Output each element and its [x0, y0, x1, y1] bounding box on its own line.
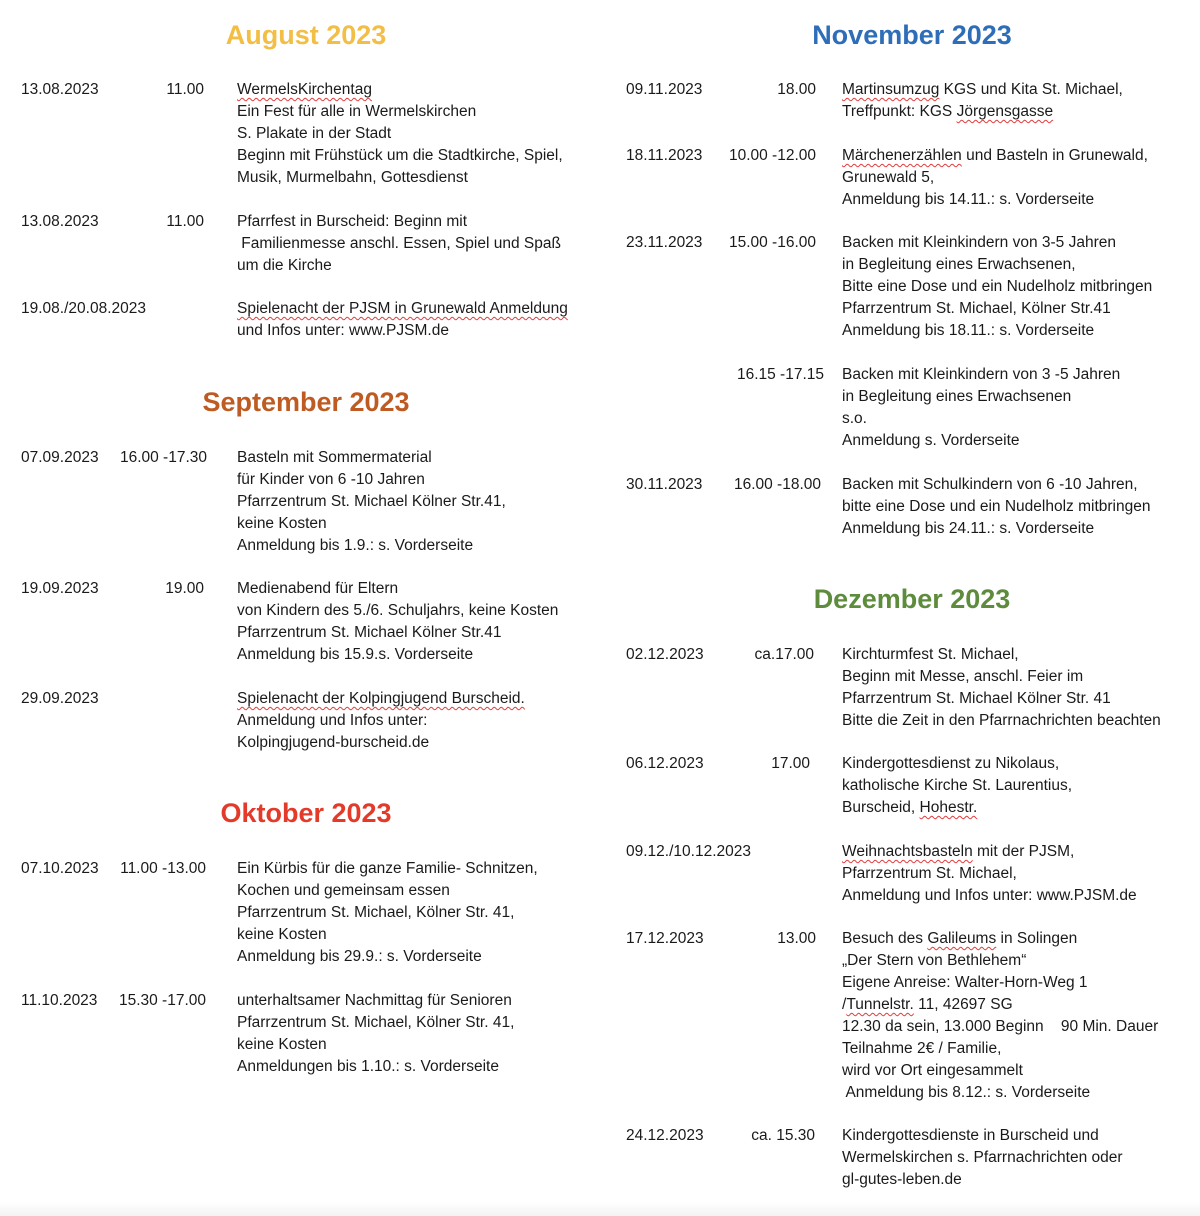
- event-line: Beginn mit Frühstück um die Stadtkirche, Spiel,: [237, 147, 563, 164]
- event-line: Kindergottesdienst zu Nikolaus,: [842, 755, 1060, 772]
- event-time: ca. 15.30: [751, 1127, 815, 1144]
- event-line: Pfarrzentrum St. Michael Kölner Str.41,: [237, 493, 506, 510]
- event-description: Weihnachtsbasteln mit der PJSM, Pfarrzentrum St. Michael, Anmeldung und Infos unter: www.PJSM.de: [842, 841, 1137, 907]
- event-line: Kochen und gemeinsam essen: [237, 882, 450, 899]
- event-description: Martinsumzug KGS und Kita St. Michael, Treffpunkt: KGS Jörgensgasse: [842, 81, 1123, 120]
- event-line: Anmeldung bis 8.12.: s. Vorderseite: [842, 1084, 1091, 1101]
- event-date: 02.12.2023: [626, 646, 704, 663]
- month-heading-august: August 2023: [225, 20, 387, 50]
- event-date: 17.12.2023: [626, 930, 704, 947]
- event-line: Anmeldung bis 29.9.: s. Vorderseite: [237, 948, 482, 965]
- event-line: Ein Fest für alle in Wermelskirchen: [237, 103, 477, 120]
- event-description: [237, 688, 525, 754]
- event-time: 15.00 -16.00: [728, 234, 816, 251]
- event-line: „Der Stern von Bethlehem“: [842, 952, 1027, 969]
- event-date: 19.09.2023: [21, 580, 99, 597]
- event-line: Pfarrzentrum St. Michael, Kölner Str.41: [842, 300, 1111, 317]
- event-description: [842, 474, 1150, 540]
- event-time: 11.00: [166, 81, 204, 98]
- event-date: 13.08.2023: [21, 213, 99, 230]
- event-entry: [606, 232, 1200, 342]
- event-line: Anmeldungen bis 1.10.: s. Vorderseite: [237, 1058, 499, 1075]
- event-line: Teilnahme 2€ / Familie,: [842, 1040, 1002, 1057]
- event-line: keine Kosten: [237, 515, 327, 532]
- event-line: wird vor Ort eingesammelt: [842, 1062, 1023, 1079]
- event-line: Anmeldung und Infos unter:: [237, 712, 428, 729]
- event-date: 19.08./20.08.2023: [21, 300, 146, 317]
- event-entry: [606, 841, 1200, 907]
- event-line: Backen mit Kleinkindern von 3 -5 Jahren: [842, 366, 1121, 383]
- event-date: 29.09.2023: [21, 690, 99, 707]
- event-line: WermelsKirchentag: [237, 81, 372, 98]
- event-line: in Begleitung eines Erwachsenen: [842, 388, 1072, 405]
- event-line: Pfarrzentrum St. Michael Kölner Str. 41: [842, 690, 1111, 707]
- event-line: Anmeldung bis 1.9.: s. Vorderseite: [237, 537, 474, 554]
- event-time: 10.00 -12.00: [728, 147, 816, 164]
- event-time: 11.00 -13.00: [120, 860, 206, 877]
- event-time: 13.00: [777, 930, 816, 947]
- event-line: Bitte die Zeit in den Pfarrnachrichten beachten: [842, 712, 1161, 729]
- month-heading-dezember: Dezember 2023: [813, 584, 1011, 614]
- event-line: Anmeldung bis 14.11.: s. Vorderseite: [842, 191, 1095, 208]
- event-line: Eigene Anreise: Walter-Horn-Weg 1: [842, 974, 1088, 991]
- event-date: 24.12.2023: [626, 1127, 704, 1144]
- event-description: [237, 858, 538, 968]
- event-line: Anmeldung bis 24.11.: s. Vorderseite: [842, 520, 1095, 537]
- event-description: Besuch des Galileums in Solingen „Der Stern von Bethlehem“ Eigene Anreise: Walter-Horn-Weg 1 /Tunnelstr. 11, 42697 SG 12.30 da sein, 13.000 Beginn 90 Min. Dauer Teilnahme 2€ / Familie, wird vor Ort eingesammelt Anmeldung bis 8.12.: s. Vorderseite: [842, 928, 1158, 1104]
- event-line: und Infos unter: www.PJSM.de: [237, 322, 449, 339]
- event-entry: [606, 753, 1200, 819]
- event-time: 17.00: [771, 755, 810, 772]
- event-line: Grunewald 5,: [842, 169, 935, 186]
- event-date: 06.12.2023: [626, 755, 704, 772]
- event-date: 23.11.2023: [626, 234, 703, 251]
- event-description: [842, 1125, 1123, 1191]
- event-date: 30.11.2023: [626, 476, 703, 493]
- event-line: gl-gutes-leben.de: [842, 1171, 962, 1188]
- event-entry: [606, 928, 1200, 1104]
- event-line: Pfarrzentrum St. Michael, Kölner Str. 41,: [237, 1014, 515, 1031]
- event-time: 16.00 -17.30: [119, 449, 207, 466]
- event-time: 19.00: [165, 580, 204, 597]
- event-entry: [0, 858, 600, 968]
- event-line: KGS und Kita St. Michael,: [939, 81, 1123, 98]
- event-line: Pfarrzentrum St. Michael, Kölner Str. 41,: [237, 904, 515, 921]
- event-description: [237, 211, 561, 277]
- event-line: Backen mit Schulkindern von 6 -10 Jahren,: [842, 476, 1138, 493]
- event-line: s.o.: [842, 410, 867, 427]
- event-description: [237, 298, 568, 342]
- event-line: Anmeldung s. Vorderseite: [842, 432, 1020, 449]
- event-time: 15.30 -17.00: [118, 992, 206, 1009]
- event-date: 07.10.2023: [21, 860, 99, 877]
- event-description: [237, 578, 558, 666]
- event-time: ca.17.00: [754, 646, 814, 663]
- event-entry: [0, 211, 600, 277]
- event-line: Wermelskirchen s. Pfarrnachrichten oder: [842, 1149, 1123, 1166]
- event-entry: [0, 578, 600, 666]
- event-entry: [606, 474, 1200, 540]
- event-time: 16.15 -17.15: [736, 366, 824, 383]
- event-entry: [0, 298, 600, 342]
- event-line: Anmeldung und Infos unter: www.PJSM.de: [842, 887, 1137, 904]
- event-entry: [0, 79, 600, 189]
- event-line: Bitte eine Dose und ein Nudelholz mitbringen: [842, 278, 1153, 295]
- event-description: [842, 644, 1161, 732]
- event-description: [237, 79, 563, 189]
- event-line: Kirchturmfest St. Michael,: [842, 646, 1019, 663]
- event-line: von Kindern des 5./6. Schuljahrs, keine Kosten: [237, 602, 559, 619]
- event-line: Basteln mit Sommermaterial: [237, 449, 432, 466]
- event-line: 12.30 da sein, 13.000 Beginn 90 Min. Dauer: [842, 1018, 1159, 1035]
- event-description: [237, 447, 506, 557]
- event-date: 09.11.2023: [626, 81, 703, 98]
- event-date: 18.11.2023: [626, 147, 703, 164]
- event-line: Kolpingjugend-burscheid.de: [237, 734, 430, 751]
- event-entry: [606, 79, 1200, 123]
- event-entry: [606, 364, 1200, 452]
- event-line: für Kinder von 6 -10 Jahren: [237, 471, 425, 488]
- event-line: Anmeldung bis 18.11.: s. Vorderseite: [842, 322, 1095, 339]
- event-line: Ein Kürbis für die ganze Familie- Schnitzen,: [237, 860, 538, 877]
- event-time: 16.00 -18.00: [733, 476, 821, 493]
- event-description: [237, 990, 514, 1078]
- event-line: Medienabend für Eltern: [237, 580, 399, 597]
- event-date: 11.10.2023: [21, 992, 98, 1009]
- event-date: 09.12./10.12.2023: [626, 843, 751, 860]
- event-description: Märchenerzählen und Basteln in Grunewald, Grunewald 5, Anmeldung bis 14.11.: s. Vorderseite: [842, 145, 1148, 211]
- event-line: unterhaltsamer Nachmittag für Senioren: [237, 992, 512, 1009]
- month-heading-oktober: Oktober 2023: [220, 798, 392, 828]
- event-entry: [606, 1125, 1200, 1191]
- month-heading-november: November 2023: [812, 20, 1012, 50]
- event-line: Anmeldung bis 15.9.s. Vorderseite: [237, 646, 474, 663]
- event-line: Spielenacht der PJSM in Grunewald Anmeldung: [237, 300, 568, 317]
- event-time: 11.00: [166, 213, 204, 230]
- event-line: Backen mit Kleinkindern von 3-5 Jahren: [842, 234, 1116, 251]
- event-line: Familienmesse anschl. Essen, Spiel und Spaß: [237, 235, 561, 252]
- event-line: in Begleitung eines Erwachsenen,: [842, 256, 1076, 273]
- bottom-edge-shadow: [0, 1202, 1200, 1216]
- event-date: 07.09.2023: [21, 449, 99, 466]
- event-line: Pfarrzentrum St. Michael,: [842, 865, 1017, 882]
- event-line: Spielenacht der Kolpingjugend Burscheid.: [237, 690, 525, 707]
- event-description: [842, 364, 1120, 452]
- event-description: [842, 232, 1152, 342]
- event-entry: [606, 145, 1200, 211]
- event-line: um die Kirche: [237, 257, 332, 274]
- event-entry: [0, 688, 600, 754]
- event-line: Musik, Murmelbahn, Gottesdienst: [237, 169, 468, 186]
- event-entry: [606, 644, 1200, 732]
- month-heading-september: September 2023: [202, 387, 410, 417]
- event-entry: [0, 990, 600, 1078]
- event-time: 18.00: [777, 81, 816, 98]
- event-line: Pfarrfest in Burscheid: Beginn mit: [237, 213, 468, 230]
- event-entry: [0, 447, 600, 557]
- event-description: Kindergottesdienst zu Nikolaus, katholische Kirche St. Laurentius, Burscheid, Hohestr.: [842, 755, 1073, 816]
- event-line: keine Kosten: [237, 926, 327, 943]
- event-line: katholische Kirche St. Laurentius,: [842, 777, 1073, 794]
- event-line: S. Plakate in der Stadt: [237, 125, 392, 142]
- event-line: bitte eine Dose und ein Nudelholz mitbringen: [842, 498, 1151, 515]
- event-date: 13.08.2023: [21, 81, 99, 98]
- event-line: Beginn mit Messe, anschl. Feier im: [842, 668, 1084, 685]
- event-line: Kindergottesdienste in Burscheid und: [842, 1127, 1099, 1144]
- event-line: keine Kosten: [237, 1036, 327, 1053]
- event-line: Pfarrzentrum St. Michael Kölner Str.41: [237, 624, 502, 641]
